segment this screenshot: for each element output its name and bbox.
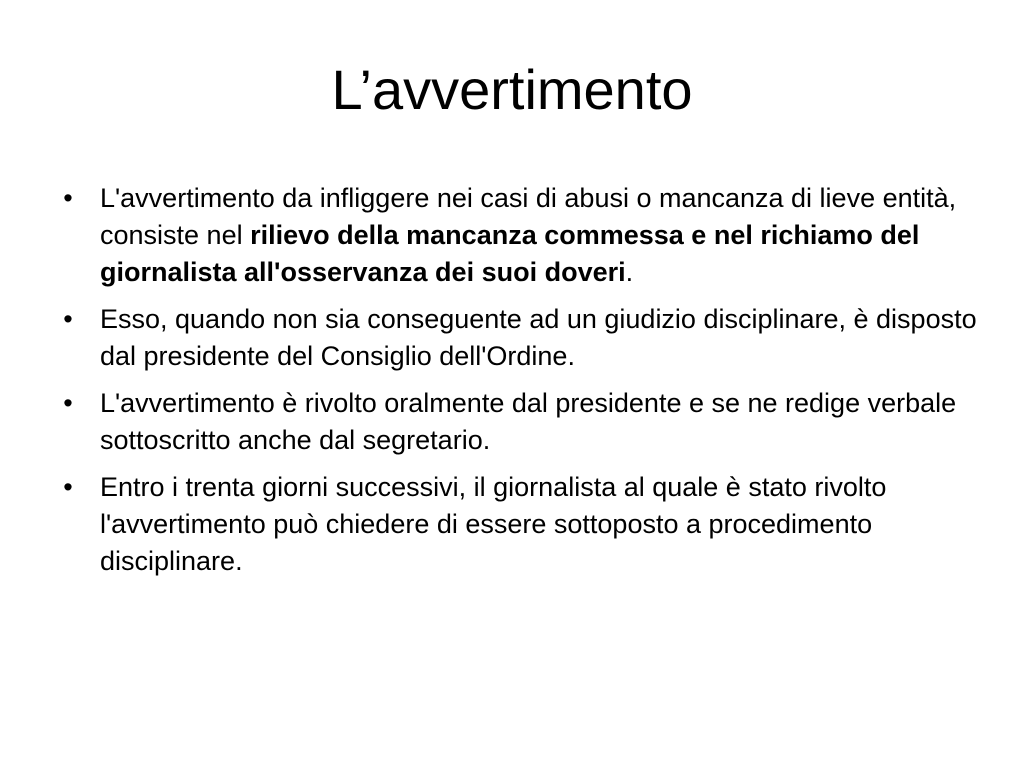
- bullet-item: [58, 301, 978, 375]
- bullet-text: L'avvertimento da infliggere nei casi di abusi o mancanza di lieve entità, consiste nel: [100, 183, 957, 250]
- bullet-item: [58, 385, 978, 459]
- bullet-text-bold: rilievo della mancanza commessa e nel richiamo del giornalista all'osservanza dei suoi doveri: [100, 220, 920, 287]
- bullet-text: L'avvertimento è rivolto oralmente dal presidente e se ne redige verbale sottoscritto anche dal segretario.: [100, 388, 957, 455]
- bullet-text: Esso, quando non sia conseguente ad un giudizio disciplinare, è disposto dal presidente del Consiglio dell'Ordine.: [100, 304, 977, 371]
- bullet-list: [58, 180, 978, 590]
- bullet-dot-icon: •: [63, 183, 73, 213]
- bullet-text-end: .: [625, 257, 634, 287]
- bullet-item: [58, 469, 978, 580]
- bullet-item: [58, 180, 978, 291]
- slide-title: L’avvertimento: [331, 58, 693, 121]
- bullet-dot-icon: •: [63, 388, 73, 418]
- bullet-dot-icon: •: [63, 472, 73, 502]
- bullet-text: Entro i trenta giorni successivi, il giornalista al quale è stato rivolto l'avvertimento può chiedere di essere sottoposto a procedimento disciplinare.: [100, 472, 887, 576]
- bullet-dot-icon: •: [63, 304, 73, 334]
